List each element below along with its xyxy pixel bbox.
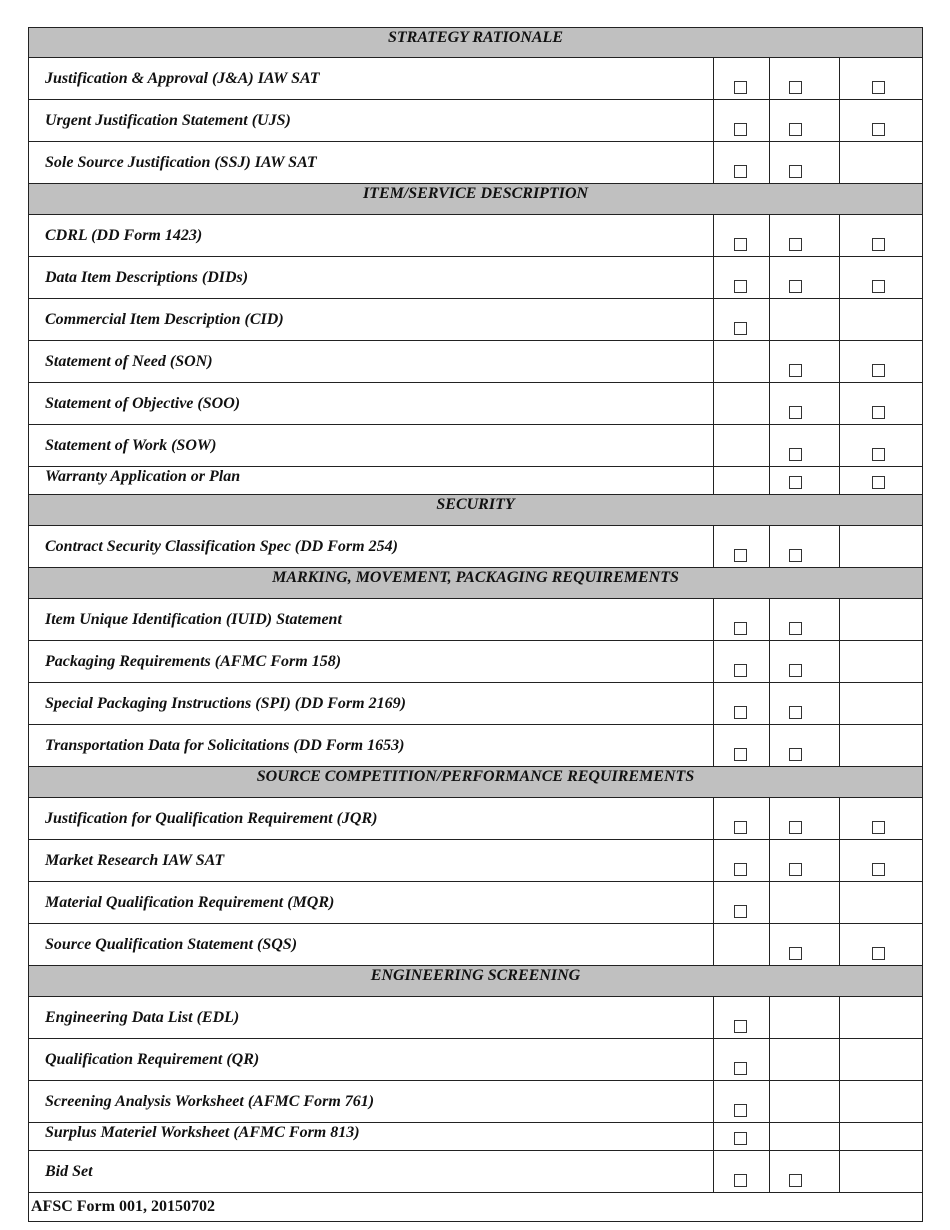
checkbox[interactable] (872, 863, 885, 876)
column-3-cell (839, 467, 923, 494)
section-title: ITEM/SERVICE DESCRIPTION (362, 185, 589, 202)
column-2-cell (769, 1081, 839, 1122)
checkbox[interactable] (734, 706, 747, 719)
column-3-cell (839, 798, 923, 839)
checkbox[interactable] (734, 1174, 747, 1187)
column-2-cell (769, 383, 839, 424)
column-2-cell (769, 100, 839, 141)
column-3-cell (839, 142, 923, 183)
column-1-cell (713, 425, 769, 466)
column-2-cell (769, 341, 839, 382)
column-1-cell (713, 100, 769, 141)
column-3-cell (839, 341, 923, 382)
column-3-cell (839, 1081, 923, 1122)
column-3-cell (839, 840, 923, 881)
checkbox[interactable] (872, 448, 885, 461)
column-1-cell (713, 341, 769, 382)
form-number-label: AFSC Form 001, 20150702 (31, 1198, 215, 1215)
row-label: Statement of Work (SOW) (45, 437, 217, 454)
column-2-cell (769, 882, 839, 923)
checklist-row-sole-source-justification-ssj-iaw-sat (28, 142, 923, 184)
checkbox[interactable] (872, 238, 885, 251)
row-label: Item Unique Identification (IUID) Statement (45, 611, 342, 628)
row-label: Material Qualification Requirement (MQR) (45, 894, 335, 911)
checkbox[interactable] (734, 549, 747, 562)
column-1-cell (713, 383, 769, 424)
column-1-cell (713, 882, 769, 923)
checkbox[interactable] (789, 81, 802, 94)
row-label: Special Packaging Instructions (SPI) (DD Form 2169) (45, 695, 406, 712)
section-header-engineering-screening (28, 966, 923, 997)
checklist-row-cdrl-dd-form-1423 (28, 215, 923, 257)
checkbox[interactable] (734, 622, 747, 635)
column-2-cell (769, 142, 839, 183)
column-3-cell (839, 641, 923, 682)
column-2-cell (769, 840, 839, 881)
checklist-row-statement-of-need-son (28, 341, 923, 383)
column-1-cell (713, 924, 769, 965)
section-header-strategy-rationale (28, 27, 923, 58)
column-1-cell (713, 215, 769, 256)
section-title: SECURITY (436, 496, 515, 513)
column-1-cell (713, 725, 769, 766)
row-label: Source Qualification Statement (SQS) (45, 936, 298, 953)
form-footer (28, 1193, 923, 1222)
column-3-cell (839, 997, 923, 1038)
row-label: Screening Analysis Worksheet (AFMC Form 761) (45, 1093, 375, 1110)
checkbox[interactable] (872, 280, 885, 293)
column-1-cell (713, 1151, 769, 1192)
column-2-cell (769, 683, 839, 724)
row-label: Urgent Justification Statement (UJS) (45, 112, 291, 129)
column-2-cell (769, 526, 839, 567)
column-2-cell (769, 299, 839, 340)
section-header-item-service-description (28, 184, 923, 215)
column-2-cell (769, 58, 839, 99)
checklist-row-item-unique-identification-iuid-statement (28, 599, 923, 641)
column-3-cell (839, 215, 923, 256)
checkbox[interactable] (789, 748, 802, 761)
column-2-cell (769, 798, 839, 839)
column-3-cell (839, 1039, 923, 1080)
section-title: SOURCE COMPETITION/PERFORMANCE REQUIREMENTS (256, 768, 695, 785)
section-title: ENGINEERING SCREENING (370, 967, 581, 984)
checkbox[interactable] (734, 664, 747, 677)
row-label: Engineering Data List (EDL) (45, 1009, 240, 1026)
checklist-row-material-qualification-requirement-mqr (28, 882, 923, 924)
column-1-cell (713, 1081, 769, 1122)
column-2-cell (769, 599, 839, 640)
column-3-cell (839, 924, 923, 965)
row-label: Statement of Need (SON) (45, 353, 213, 370)
row-label: Bid Set (45, 1163, 93, 1180)
checklist-row-source-qualification-statement-sqs (28, 924, 923, 966)
checklist-row-justification-and-approval-janda-iaw-sat (28, 58, 923, 100)
checkbox[interactable] (734, 322, 747, 335)
column-3-cell (839, 383, 923, 424)
column-1-cell (713, 526, 769, 567)
checkbox[interactable] (734, 165, 747, 178)
checkbox[interactable] (872, 364, 885, 377)
checklist-row-statement-of-work-sow (28, 425, 923, 467)
column-2-cell (769, 641, 839, 682)
section-title: STRATEGY RATIONALE (388, 29, 563, 46)
column-1-cell (713, 997, 769, 1038)
column-3-cell (839, 299, 923, 340)
column-2-cell (769, 467, 839, 494)
checkbox[interactable] (734, 1104, 747, 1117)
column-3-cell (839, 58, 923, 99)
checkbox[interactable] (734, 1062, 747, 1075)
checkbox[interactable] (789, 364, 802, 377)
column-1-cell (713, 58, 769, 99)
column-1-cell (713, 1039, 769, 1080)
checkbox[interactable] (734, 1020, 747, 1033)
checkbox[interactable] (734, 748, 747, 761)
checklist-row-commercial-item-description-cid (28, 299, 923, 341)
checkbox[interactable] (789, 238, 802, 251)
checklist-row-qualification-requirement-qr (28, 1039, 923, 1081)
column-1-cell (713, 142, 769, 183)
row-label: Transportation Data for Solicitations (DD Form 1653) (45, 737, 405, 754)
section-header-security (28, 495, 923, 526)
checkbox[interactable] (789, 821, 802, 834)
column-1-cell (713, 1123, 769, 1150)
column-1-cell (713, 599, 769, 640)
checkbox[interactable] (734, 238, 747, 251)
column-1-cell (713, 257, 769, 298)
row-label: Market Research IAW SAT (45, 852, 225, 869)
column-3-cell (839, 725, 923, 766)
column-2-cell (769, 215, 839, 256)
checkbox[interactable] (734, 1132, 747, 1145)
checkbox[interactable] (872, 406, 885, 419)
checkbox[interactable] (872, 821, 885, 834)
checklist-row-packaging-requirements-afmc-form-158 (28, 641, 923, 683)
column-1-cell (713, 840, 769, 881)
column-2-cell (769, 997, 839, 1038)
checkbox[interactable] (789, 706, 802, 719)
checkbox[interactable] (734, 905, 747, 918)
row-label: Data Item Descriptions (DIDs) (45, 269, 249, 286)
row-label: Sole Source Justification (SSJ) IAW SAT (45, 154, 317, 171)
checkbox[interactable] (789, 280, 802, 293)
checkbox[interactable] (872, 81, 885, 94)
column-3-cell (839, 425, 923, 466)
column-1-cell (713, 299, 769, 340)
checkbox[interactable] (872, 123, 885, 136)
checklist-row-warranty-application-or-plan (28, 467, 923, 495)
checklist-row-justification-for-qualification-requirement-jqr (28, 798, 923, 840)
row-label: Commercial Item Description (CID) (45, 311, 284, 328)
column-3-cell (839, 526, 923, 567)
column-3-cell (839, 599, 923, 640)
column-2-cell (769, 1123, 839, 1150)
checkbox[interactable] (789, 165, 802, 178)
column-1-cell (713, 467, 769, 494)
checkbox[interactable] (789, 549, 802, 562)
checkbox[interactable] (789, 123, 802, 136)
section-header-marking-movement-packaging-requirements (28, 568, 923, 599)
checklist-row-market-research-iaw-sat (28, 840, 923, 882)
row-label: Justification & Approval (J&A) IAW SAT (45, 70, 320, 87)
column-3-cell (839, 882, 923, 923)
checklist-row-statement-of-objective-soo (28, 383, 923, 425)
checklist-row-urgent-justification-statement-ujs (28, 100, 923, 142)
section-title: MARKING, MOVEMENT, PACKAGING REQUIREMENTS (272, 569, 679, 586)
checklist-row-contract-security-classification-spec-dd-form-254 (28, 526, 923, 568)
column-2-cell (769, 924, 839, 965)
checklist-row-data-item-descriptions-dids (28, 257, 923, 299)
column-3-cell (839, 257, 923, 298)
checkbox[interactable] (734, 821, 747, 834)
checkbox[interactable] (789, 1174, 802, 1187)
checklist-row-screening-analysis-worksheet-afmc-form-761 (28, 1081, 923, 1123)
checklist-row-bid-set (28, 1151, 923, 1193)
column-3-cell (839, 100, 923, 141)
checkbox[interactable] (872, 476, 885, 489)
checkbox[interactable] (789, 622, 802, 635)
column-3-cell (839, 683, 923, 724)
column-2-cell (769, 725, 839, 766)
row-label: Surplus Materiel Worksheet (AFMC Form 813) (45, 1124, 360, 1141)
checklist-form (28, 27, 923, 1222)
checklist-row-surplus-materiel-worksheet-afmc-form-813 (28, 1123, 923, 1151)
row-label: Justification for Qualification Requirement (JQR) (45, 810, 378, 827)
column-2-cell (769, 257, 839, 298)
checklist-row-special-packaging-instructions-spi-dd-form-2169 (28, 683, 923, 725)
column-2-cell (769, 1039, 839, 1080)
row-label: Packaging Requirements (AFMC Form 158) (45, 653, 342, 670)
checklist-row-transportation-data-for-solicitations-dd-form-1653 (28, 725, 923, 767)
column-2-cell (769, 1151, 839, 1192)
checkbox[interactable] (789, 448, 802, 461)
row-label: Statement of Objective (SOO) (45, 395, 241, 412)
row-label: Qualification Requirement (QR) (45, 1051, 260, 1068)
column-1-cell (713, 798, 769, 839)
checkbox[interactable] (789, 406, 802, 419)
checkbox[interactable] (734, 81, 747, 94)
column-2-cell (769, 425, 839, 466)
section-header-source-competition-performance-requirements (28, 767, 923, 798)
checklist-row-engineering-data-list-edl (28, 997, 923, 1039)
checkbox[interactable] (789, 863, 802, 876)
row-label: Warranty Application or Plan (45, 468, 241, 485)
checkbox[interactable] (789, 664, 802, 677)
checkbox[interactable] (789, 947, 802, 960)
column-1-cell (713, 641, 769, 682)
checkbox[interactable] (734, 863, 747, 876)
checkbox[interactable] (872, 947, 885, 960)
checkbox[interactable] (789, 476, 802, 489)
row-label: Contract Security Classification Spec (DD Form 254) (45, 538, 398, 555)
checkbox[interactable] (734, 280, 747, 293)
column-1-cell (713, 683, 769, 724)
row-label: CDRL (DD Form 1423) (45, 227, 203, 244)
checkbox[interactable] (734, 123, 747, 136)
column-3-cell (839, 1151, 923, 1192)
column-3-cell (839, 1123, 923, 1150)
